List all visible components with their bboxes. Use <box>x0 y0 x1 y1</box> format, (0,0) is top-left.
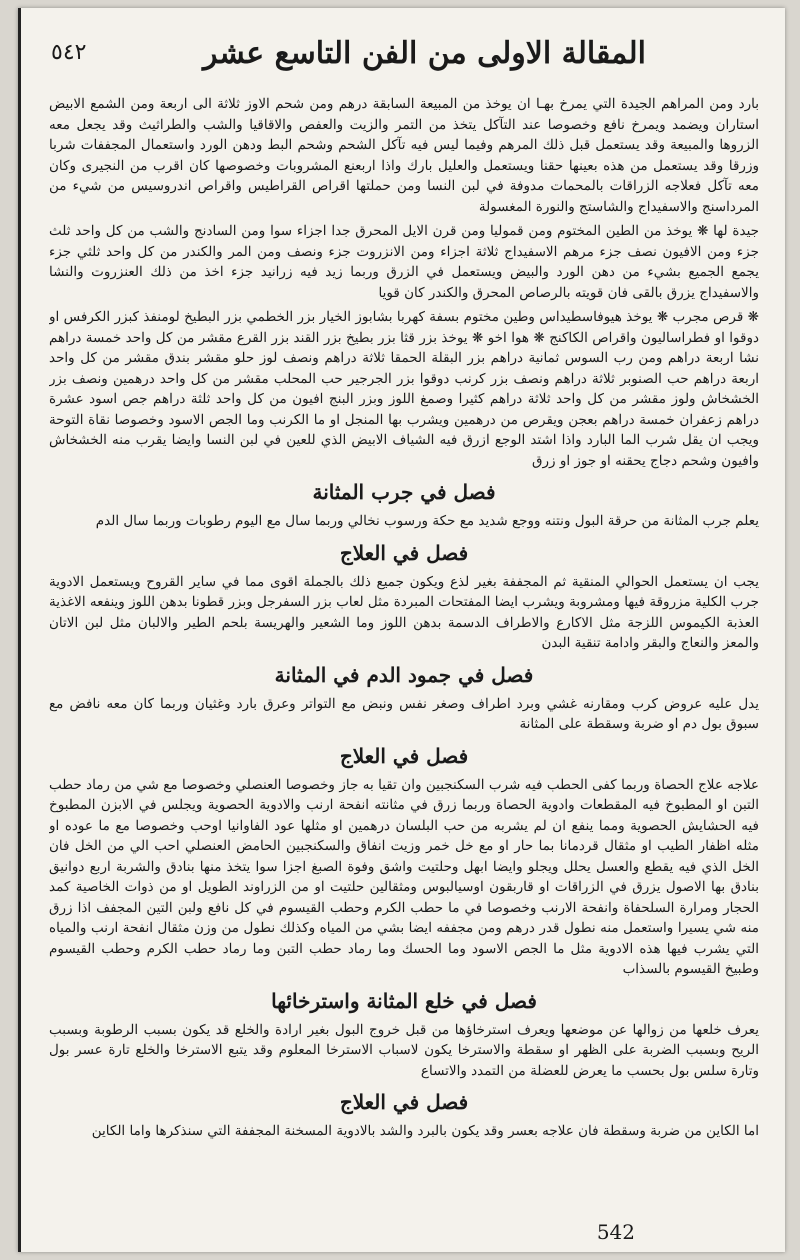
page-sheet <box>18 8 785 1252</box>
text-paragraph: يعلم جرب المثانة من حرقة البول ونتنه ووجع شديد مع حكة ورسوب نخالي وربما سال مع اليوم رطوبات وربما سال الدم <box>95 513 759 529</box>
section-heading: فصل في العلاج <box>339 540 469 565</box>
section-heading: فصل في جمود الدم في المثانة <box>274 662 534 687</box>
page-title: المقالة الاولى من الفن التاسع عشر <box>202 36 646 71</box>
text-paragraph: علاجه علاج الحصاة وربما كفى الحطب فيه شرب السكنجبين وان تقيا به جاز وخصوصا العنصلي وخصوصا مع شي من رماد حطب التبن او المطبوخ فيه المقطعات وادوية الحصاة وربما زرق في مثانته انفحة ارنب والادوية الحصوية ويجلس في الابزن المطبوخ فيه الحشايش الحصوية ومما ينفع ان لم يشربه من حب البلسان درهمين او مثلها عود الفاوانيا اوحب وخصوصا مع ما عوده او مثله اظفار الطيب او مثقال قردمانا بما حار او مع خل خمر وزيت انفاق والسكنجبين الحامض العنصلي احب الي من الخل فان الخل الذي فيه يقطع والعسل يحلل ويجلو وايضا ابهل وحلتيت واشق وفوة الصبغ اجزا سوا يتخذ منها بنادق والشربة اربع دوانيق بنادق بها الاصول يزرق في الزراقات او قاربقون اوسيالبوس ومثقالين حلتيت او من الزراوند الطويل او من ذوات الخاصية كمد الحجار ومرارة السلحفاة وانفحة الارنب وخصوصا في ما حطب الكرم وحطب القيسوم في كل نافع ولبن التين المجفف اذا زرق منه شي يسيرا واستعمل منه نطول قدر درهم ومن مجففه ايضا بشي من المياه وكذلك نطول من وزن مثقال انفحة ارنب والمياه التي يشرب فيها هذه الادوية مثل ما الجص الاسود وما الحسك وما رماد حطب التبن وما رماد حطب الكرم وحطب القيسوم وطبيخ القيسوم بالسذاب <box>49 776 759 977</box>
section-heading: فصل في جرب المثانة <box>312 480 496 504</box>
page-header <box>51 30 756 80</box>
text-paragraph: ❋ قرص مجرب ❋ يوخذ هيوفاسطيداس وطين مختوم بسفة كهربا بشابوز الخيار بزر الخطمي بزر البطيخ لومنفذ كبزر الكرفس او دوقوا او فطراساليون واقراص الكاكنج ❋ هوا اخو ❋ يوخذ بزر قثا بزر بطيخ بزر القند بزر القرع مقشر من كل واحد خمسة دراهم نشا اربعة دراهم ومن رب السوس ثمانية دراهم بزر البقلة الحمقا ثلاثة دراهم ونصف لوز حلو مقشر بندق مقشر من كل واحد اربعة دراهم حب الصنوبر ثلاثة دراهم ونصف بزر كرنب دوقوا بزر الجرجير حب المحلب مقشر من كل واحد درهمين ونصف بزر الخشخاش ولوز مقشر من كل واحد ثلاثة دراهم كثيرا وصمغ اللوز وبزر البنج افيون من كل واحد ثلثة دراهم جص اسود عشرة دراهم زعفران خمسة دراهم بعجن ويقرص من درهمين ويشرب بها المنجل او ما الكرنب وما الجص الاسود وخصوصا نقاة التوحة ويجب ان يقل شرب الما البارد واذا اشتد الوجع ازرق فيه الشياف الابيض الذي للعين في لبن النسا وايضا يقرب منه الخشخاش وافيون وشحم دجاج يحقنه او جوز او زرق <box>49 309 759 469</box>
text-paragraph: يعرف خلعها من زوالها عن موضعها ويعرف استرخاؤها من قبل خروج البول بغير ارادة والخلع قد يكون بسبب الرطوبة وبسبب الريح وبسبب الضربة على الظهر او سقطة والاسترخا يكون لاسباب الاسترخا المعلوم وقد يتبع الاسترخا والخلع تارة عسر بول وتارة سلس بول بحسب ما يعرض للعضلة من التمدد والاتساع <box>49 1021 759 1079</box>
section-heading: فصل في العلاج <box>339 1090 469 1114</box>
main-text <box>49 94 759 1204</box>
header-page-number: ٥٤٢ <box>51 40 87 65</box>
text-paragraph: جيدة لها ❋ يوخذ من الطين المختوم ومن قموليا ومن قرن الايل المحرق جدا اجزاء سوا ومن السادنج والشب من كل واحد ثلث جزء ومن الافيون نصف جزء مرهم الاسفيداج ثلاثة اجزاء ومن الانزروت جزء ونصف ومن المر والكندر من كل واحد ثلثي جزء يجمع الجميع بشيء من دهن الورد والبيض ويستعمل في الزرق وربما زيد فيه زرانيد جزء اخذ من ذلك العنزروت والنشا والاسفيداج يزرق بالقى فان قويته بالرصاص المحرق والكندر كان قويا <box>49 223 759 301</box>
text-paragraph: اما الكاين من ضربة وسقطة فان علاجه بعسر وقد يكون بالبرد والشد بالادوية المسخنة المجففة التي سنذكرها واما الكاين <box>91 1123 759 1139</box>
footer-page-number: 542 <box>596 1220 635 1244</box>
text-paragraph: بارد ومن المراهم الجيدة التي يمرخ بهـا ان يوخذ من المبيعة السابقة درهم ومن شحم الاوز ثلاثة الى اربعة ومن الشمع الابيض استاران ويضمد ويمرخ نافع وخصوصا عند التآكل يتخذ من التمر والزيت والعفص والاقاقيا والشب والطراثيث وقد يجعل معه الزروها والمبيعة وقد يستعمل قبل ذلك المرهم وفيما ليس فيه تآكل الشحم وشحم البط ودهن الورد واستعمال المجففات شربا وزرقا وقد يستعمل من هذه بعينها حقنا ويستعمل والعليل بارك واذا اربعنع المشروبات وخصوصها كان اقرب من النجيرى وكان معه تآكل فعلاجه الزراقات بالمحمات مدوفة في لبن النسا ومن حملتها اقراص القراطيس واقراص اندروسيس من شيء من المرداسنج والاسفيداج والشاستج والنورة المغسولة <box>49 96 759 215</box>
text-paragraph: يجب ان يستعمل الحوالي المنقية ثم المجففة بغير لذع ويكون جميع ذلك بالجملة اقوى مما في ساير القروح ويستعمل الادوية جرب الكلية مزروقة فيها ومشروبة ويشرب ايضا المفتحات المبردة مثل لعاب بزر السفرجل وبزر قطونا بدهن اللوز وينفعه الاغذية العذبة الكيموس اللزجة مثل الاكارع والاطراف الدسمة بدهن اللوز وما الشعير والهريسة بلحم الطير والالبان مثل لبن الاتان والمعز والنعاج والبقر وادامة تنقية البدن <box>49 573 759 651</box>
text-paragraph: يدل عليه عروض كرب ومقارنه غشي وبرد اطراف وصغر نفس ونبض مع التواتر وعرق بارد وغثيان وربما كان معه نافض مع سبوق بول دم او ضربة وسقطة على المثانة <box>49 695 759 732</box>
section-heading: فصل في العلاج <box>339 743 469 768</box>
section-heading: فصل في خلع المثانة واسترخائها <box>271 988 537 1013</box>
